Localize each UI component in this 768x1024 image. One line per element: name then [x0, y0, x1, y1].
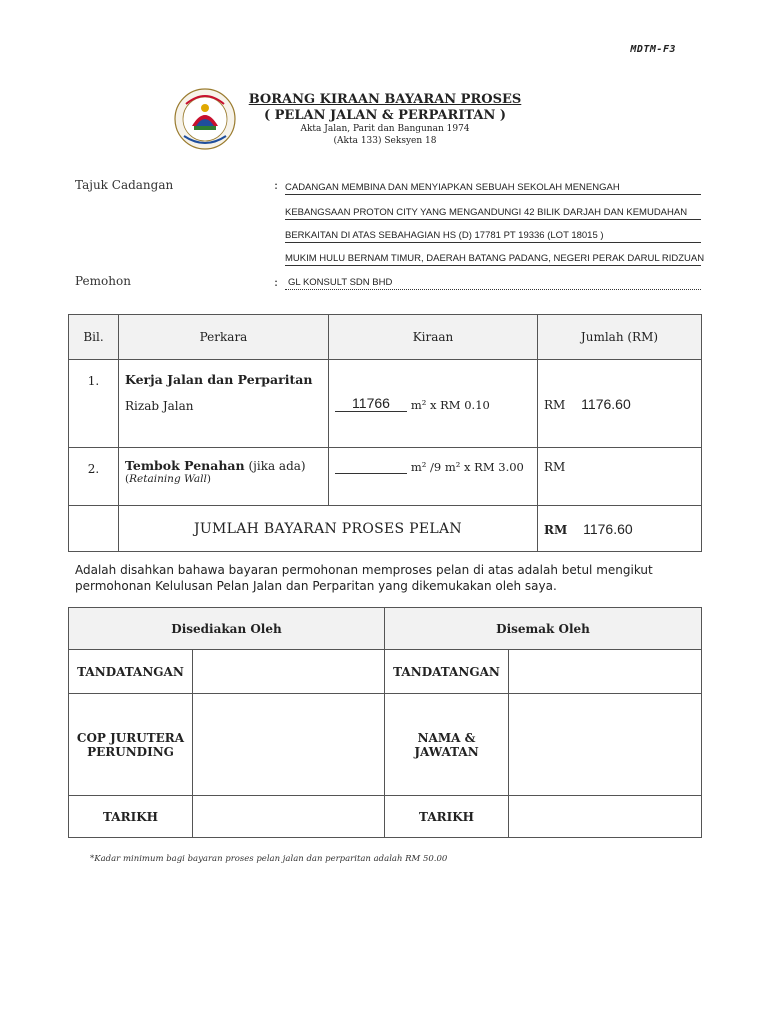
total-amount: 1176.60 — [583, 520, 633, 537]
form-code: MDTM-F3 — [630, 44, 676, 55]
total-currency: RM — [544, 522, 568, 537]
row1-number: 1. — [69, 360, 119, 448]
row2-number: 2. — [69, 448, 119, 506]
stamp-name-row — [69, 694, 702, 796]
nama-line-2: JAWATAN — [414, 744, 479, 759]
checked-signature-field[interactable] — [509, 650, 702, 694]
prepared-by-header: Disediakan Oleh — [69, 608, 385, 650]
row1-amount: 1176.60 — [581, 395, 631, 412]
nama-line-1: NAMA & — [417, 730, 476, 745]
tajuk-line-3: BERKAITAN DI ATAS SEBAHAGIAN HS (D) 17781 PT 19336 (LOT 18015 ) — [285, 229, 701, 243]
row2-jumlah — [538, 448, 702, 506]
tajuk-line-2: KEBANGSAAN PROTON CITY YANG MENGANDUNGI 42 BILIK DARJAH DAN KEMUDAHAN — [285, 206, 701, 220]
row2-sub-close: ) — [206, 473, 211, 485]
row2-rate: m² /9 m² x RM 3.00 — [410, 460, 524, 474]
pemohon-value: GL KONSULT SDN BHD — [285, 276, 701, 290]
row1-title: Kerja Jalan dan Perparitan — [125, 372, 313, 387]
table-row-tembok — [69, 448, 702, 506]
nama-jawatan-label — [385, 694, 509, 796]
checked-date-label: TARIKH — [385, 796, 509, 838]
prepared-date-label: TARIKH — [69, 796, 193, 838]
form-subtitle: ( PELAN JALAN & PERPARITAN ) — [263, 108, 507, 123]
cop-jurutera-field[interactable] — [193, 694, 385, 796]
calculation-table — [68, 314, 702, 552]
signoff-header-row — [69, 608, 702, 650]
declaration-statement: Adalah disahkan bahawa bayaran permohonan memproses pelan di atas adalah betul mengikut permohonan Kelulusan Pelan Jalan dan Perparitan yang dikemukakan oleh saya. — [75, 563, 653, 593]
cop-jurutera-label — [69, 694, 193, 796]
row2-sub-open: ( — [125, 473, 130, 485]
table-row-total — [69, 506, 702, 552]
tajuk-line-4: MUKIM HULU BERNAM TIMUR, DAERAH BATANG PADANG, NEGERI PERAK DARUL RIDZUAN — [285, 253, 705, 264]
row1-area: 11766 — [352, 395, 390, 411]
signoff-table — [68, 607, 702, 838]
row1-area-field — [335, 395, 407, 412]
row2-title-suffix: (jika ada) — [248, 459, 306, 473]
row2-perkara — [119, 448, 329, 506]
nama-jawatan-field[interactable] — [509, 694, 702, 796]
act-section: (Akta 133) Seksyen 18 — [333, 136, 437, 146]
row2-sub-line — [125, 473, 322, 485]
checked-date-field[interactable] — [509, 796, 702, 838]
cop-line-2: PERUNDING — [87, 744, 174, 759]
tajuk-cadangan-label: Tajuk Cadangan — [75, 178, 174, 192]
footnote: *Kadar minimum bagi bayaran proses pelan jalan dan perparitan adalah RM 50.00 — [90, 854, 448, 864]
checked-signature-label: TANDATANGAN — [385, 650, 509, 694]
checked-by-header: Disemak Oleh — [385, 608, 702, 650]
header-kiraan: Kiraan — [329, 315, 538, 360]
row2-title: Tembok Penahan — [125, 458, 245, 473]
form-title: BORANG KIRAAN BAYARAN PROSES — [248, 92, 522, 107]
signature-row — [69, 650, 702, 694]
row1-currency: RM — [544, 397, 566, 412]
prepared-signature-field[interactable] — [193, 650, 385, 694]
pemohon-colon: : — [274, 275, 279, 289]
row2-title-line — [125, 458, 322, 473]
row2-kiraan — [329, 448, 538, 506]
form-title-block — [230, 92, 540, 147]
row1-kiraan — [329, 360, 538, 448]
prepared-signature-label: TANDATANGAN — [69, 650, 193, 694]
header-bil: Bil. — [69, 315, 119, 360]
header-jumlah: Jumlah (RM) — [538, 315, 702, 360]
row2-area-field — [335, 460, 407, 474]
total-label: JUMLAH BAYARAN PROSES PELAN — [119, 506, 538, 552]
prepared-date-field[interactable] — [193, 796, 385, 838]
total-blank-cell — [69, 506, 119, 552]
row1-jumlah — [538, 360, 702, 448]
row1-sub: Rizab Jalan — [125, 399, 194, 413]
row2-currency: RM — [544, 460, 566, 474]
act-reference: Akta Jalan, Parit dan Bangunan 1974 — [300, 124, 470, 134]
row1-perkara — [119, 360, 329, 448]
tajuk-colon: : — [274, 178, 279, 192]
row1-rate: m² x RM 0.10 — [410, 398, 490, 412]
header-perkara: Perkara — [119, 315, 329, 360]
row2-sub: Retaining Wall — [129, 473, 207, 485]
total-jumlah — [538, 506, 702, 552]
table-header-row — [69, 315, 702, 360]
tajuk-line-1: CADANGAN MEMBINA DAN MENYIAPKAN SEBUAH SEKOLAH MENENGAH — [285, 181, 701, 195]
cop-line-1: COP JURUTERA — [76, 730, 185, 745]
date-row — [69, 796, 702, 838]
pemohon-label: Pemohon — [75, 274, 131, 288]
table-row-jalan — [69, 360, 702, 448]
council-logo — [172, 86, 238, 152]
